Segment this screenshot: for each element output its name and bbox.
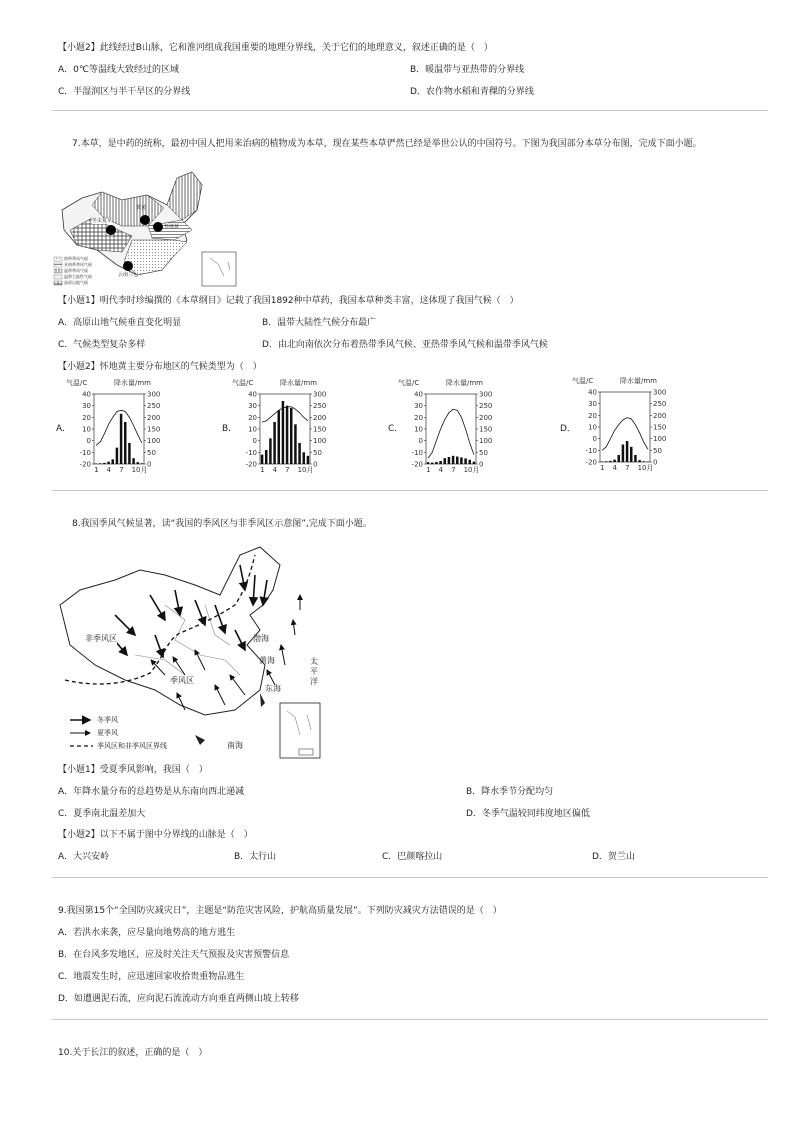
legend-summer-monsoon: 夏季风 (97, 729, 118, 737)
y-tick-label: -20 (79, 460, 91, 469)
x-tick-label: 1 (426, 466, 431, 474)
precip-bar (112, 459, 115, 464)
q8-sub1-option-a[interactable]: A．年降水量分布的总趋势是从东南向西北递减 (58, 787, 245, 797)
divider (52, 1019, 768, 1020)
q8-sub2-option-b[interactable]: B．太行山 (234, 852, 277, 862)
precip-bar (265, 450, 268, 464)
q7-sub1-option-c[interactable]: C．气候类型复杂多样 (58, 340, 146, 350)
q8-sub2-option-c[interactable]: C．巴颜喀拉山 (382, 852, 443, 862)
map-legend-item: 亚热带季风气候 (64, 262, 92, 267)
q6-option-c[interactable]: C．半湿润区与半干旱区的分界线 (58, 87, 191, 97)
y-tick-label: 20 (414, 413, 423, 422)
x-tick-label: 1 (94, 466, 99, 474)
y2-tick-label: 300 (653, 388, 667, 397)
y2-tick-label: 50 (313, 448, 322, 457)
y-tick-label: 20 (248, 413, 257, 422)
precip-bar (634, 455, 637, 462)
legend-winter-monsoon: 冬季风 (97, 716, 118, 724)
monsoon-region-map (55, 545, 335, 760)
y2-tick-label: 200 (147, 413, 161, 422)
divider (52, 877, 768, 878)
x-tick-label: 10月 (131, 466, 148, 474)
y-axis-label: 气温/C (66, 379, 88, 387)
y2-tick-label: 150 (147, 425, 161, 434)
divider (52, 110, 768, 111)
q8-subquestion-2: 【小题2】以下不属于图中分界线的山脉是（ ） (58, 830, 253, 840)
precip-bar (116, 448, 119, 464)
q6-option-b[interactable]: B．暖温带与亚热带的分界线 (410, 65, 525, 75)
precip-bar (630, 447, 633, 462)
y2-axis-label: 降水量/mm (620, 377, 657, 385)
precip-bar (473, 462, 476, 464)
divider (52, 490, 768, 491)
y-tick-label: -20 (585, 458, 597, 467)
y2-tick-label: 200 (313, 413, 327, 422)
y2-tick-label: 150 (479, 425, 493, 434)
precip-bar (103, 463, 106, 464)
y-tick-label: 0 (418, 437, 423, 446)
map-legend-item: 温带季风气候 (64, 268, 88, 273)
q8-sub1-option-c[interactable]: C．夏季南北温差加大 (58, 809, 146, 819)
precip-bar (303, 452, 306, 464)
y-tick-label: 30 (82, 402, 91, 411)
precip-bar (99, 463, 102, 464)
y-axis-label: 气温/C (398, 379, 420, 387)
map-label-huanghai: 黄海 (259, 656, 275, 665)
y-tick-label: 40 (588, 388, 597, 397)
precip-bar (622, 445, 625, 463)
y-tick-label: 10 (414, 425, 423, 434)
y2-tick-label: 0 (479, 460, 484, 469)
precip-bar (269, 438, 272, 464)
y-tick-label: 10 (248, 425, 257, 434)
y2-tick-label: 100 (653, 435, 667, 444)
precip-bar (278, 410, 281, 464)
map-label-bohai: 渤海 (253, 634, 269, 643)
herb-distribution-map (52, 170, 252, 295)
y2-tick-label: 300 (313, 390, 327, 399)
y-tick-label: 20 (82, 413, 91, 422)
plot-frame (94, 394, 144, 464)
y2-tick-label: 150 (653, 423, 667, 432)
plot-frame (426, 394, 476, 464)
y-tick-label: 30 (414, 402, 423, 411)
climate-chart-a (66, 376, 176, 476)
y2-axis-label: 降水量/mm (114, 379, 151, 387)
x-tick-label: 4 (438, 466, 444, 474)
precip-bar (431, 463, 434, 464)
precip-bar (464, 458, 467, 464)
q9-option-a[interactable]: A．若洪水来袭，应尽量向地势高的地方逃生 (58, 928, 236, 938)
y-tick-label: 30 (588, 400, 597, 409)
map-legend-item: 温带大陆性气候 (64, 274, 92, 279)
x-tick-label: 7 (285, 466, 290, 474)
precip-bar (605, 461, 608, 462)
q9-option-d[interactable]: D．如遭遇泥石流，应向泥石流流动方向垂直两侧山坡上转移 (58, 994, 299, 1004)
chart-option-d[interactable]: D． (560, 424, 576, 434)
y-tick-label: 0 (592, 435, 597, 444)
y2-tick-label: 50 (479, 448, 488, 457)
precip-bar (448, 457, 451, 464)
y-tick-label: -10 (585, 446, 597, 455)
precip-bar (132, 458, 135, 464)
legend-boundary-line: 季风区和非季风区界线 (97, 742, 167, 750)
chart-option-b[interactable]: B． (222, 424, 238, 434)
q7-subquestion-1: 【小题1】明代李时珍编撰的《本草纲目》记载了我国1892种中草药，我国本草种类丰富，这体现了我国气候（ ） (58, 296, 519, 306)
precip-bar (643, 461, 646, 462)
q7-sub1-option-b[interactable]: B．温带大陆性气候分布最广 (262, 318, 377, 328)
y-axis-label: 气温/C (572, 377, 594, 385)
precip-bar (638, 460, 641, 462)
precip-bar (439, 461, 442, 464)
y2-tick-label: 200 (479, 413, 493, 422)
q9-option-b[interactable]: B．在台风多发地区，应及时关注天气预报及灾害预警信息 (58, 950, 290, 960)
y-tick-label: -20 (411, 460, 423, 469)
chart-option-c[interactable]: C． (388, 424, 404, 434)
precip-bar (609, 461, 612, 462)
y-tick-label: 40 (414, 390, 423, 399)
q9-option-c[interactable]: C．地震发生时，应迅速回家收拾贵重物品逃生 (58, 972, 245, 982)
y2-tick-label: 50 (147, 448, 156, 457)
x-tick-label: 4 (612, 464, 618, 472)
q6-subquestion-2: 【小题2】此线经过B山脉，它和淮河组成我国重要的地理分界线，关于它们的地理意义，叙述正确的是（ ） (58, 43, 493, 53)
precip-bar (137, 462, 140, 464)
chart-option-a[interactable]: A． (56, 424, 72, 434)
y2-tick-label: 100 (313, 437, 327, 446)
q6-option-a[interactable]: A．0℃等温线大致经过的区域 (58, 65, 179, 75)
x-tick-label: 4 (272, 466, 278, 474)
x-tick-label: 4 (106, 466, 112, 474)
map-label-donghai: 东海 (265, 684, 281, 693)
precip-bar (273, 422, 276, 464)
temperature-curve (428, 409, 474, 458)
y2-axis-label: 降水量/mm (446, 379, 483, 387)
x-tick-label: 10月 (463, 466, 480, 474)
y2-tick-label: 0 (313, 460, 318, 469)
precip-bar (427, 462, 430, 464)
climate-chart-c (398, 376, 508, 476)
q8-sub1-option-b[interactable]: B．降水季节分配均匀 (466, 787, 554, 797)
map-legend-item: 热带季风气候 (64, 256, 88, 261)
q7-subquestion-2: 【小题2】怀地黄主要分布地区的气候类型为（ ） (58, 362, 262, 372)
y2-tick-label: 0 (653, 458, 658, 467)
y-tick-label: 30 (248, 402, 257, 411)
q8-sub2-option-d[interactable]: D．贺兰山 (592, 852, 635, 862)
precip-bar (469, 460, 472, 464)
climate-chart-d (572, 374, 682, 476)
y2-tick-label: 50 (653, 446, 662, 455)
q8-subquestion-1: 【小题1】受夏季风影响，我国（ ） (58, 765, 208, 775)
y2-tick-label: 250 (147, 402, 161, 411)
precip-bar (290, 408, 293, 464)
temperature-curve (262, 407, 308, 422)
precip-bar (452, 456, 455, 464)
x-tick-label: 1 (600, 464, 605, 472)
x-tick-label: 7 (451, 466, 456, 474)
x-tick-label: 7 (119, 466, 124, 474)
precip-bar (124, 422, 127, 464)
temperature-curve (602, 418, 648, 451)
precip-bar (141, 463, 144, 464)
y2-tick-label: 250 (313, 402, 327, 411)
map-legend-item: 高原山地气候 (64, 280, 88, 285)
precip-bar (444, 458, 447, 464)
y-tick-label: -20 (245, 460, 257, 469)
x-tick-label: 1 (260, 466, 265, 474)
q10-stem: 10.关于长江的叙述，正确的是（ ） (58, 1048, 208, 1058)
precip-bar (626, 441, 629, 462)
y-tick-label: 20 (588, 411, 597, 420)
x-tick-label: 10月 (297, 466, 314, 474)
q7-sub1-option-d[interactable]: D．由北向南依次分布着热带季风气候、亚热带季风气候和温带季风气候 (262, 340, 548, 350)
map-label-huaidihuang: 怀地黄 (164, 224, 180, 230)
precip-bar (618, 455, 621, 462)
y-tick-label: 10 (588, 423, 597, 432)
y-tick-label: -10 (79, 448, 91, 457)
y2-tick-label: 200 (653, 411, 667, 420)
map-label-sanqi: 云南三七 (118, 272, 139, 278)
map-label-nonmonsoon: 非季风区 (85, 634, 117, 643)
y2-tick-label: 150 (313, 425, 327, 434)
map-label-nanhai: 南海 (227, 741, 243, 750)
y2-tick-label: 0 (147, 460, 152, 469)
precip-bar (294, 424, 297, 464)
precip-bar (613, 460, 616, 462)
q9-stem: 9.我国第15个“全国防灾减灾日”，主题是“防范灾害风险，护航高质量发展”。下列防灾减灾方法错误的是（ ） (58, 906, 502, 916)
y-tick-label: 10 (82, 425, 91, 434)
precip-bar (107, 462, 110, 464)
y2-tick-label: 100 (147, 437, 161, 446)
x-tick-label: 10月 (637, 464, 654, 472)
q8-stem: 8.我国季风气候显著，读“我国的季风区与非季风区示意图”,完成下面小题。 (72, 519, 372, 529)
plot-frame (600, 392, 650, 462)
precip-bar (298, 443, 301, 464)
y-tick-label: 40 (82, 390, 91, 399)
precip-bar (261, 455, 264, 464)
y2-tick-label: 300 (147, 390, 161, 399)
precip-bar (307, 456, 310, 464)
precip-bar (282, 401, 285, 464)
map-label-monsoon: 季风区 (170, 676, 194, 685)
y2-tick-label: 100 (479, 437, 493, 446)
q7-stem: 7.本草，是中药的统称，最初中国人把用来治病的植物成为本草，现在某些本草俨然已经是举世公认的中国符号。下图为我国部分本草分布图，完成下面小题。 (72, 139, 702, 149)
y-tick-label: 0 (86, 437, 91, 446)
x-tick-label: 7 (625, 464, 630, 472)
precip-bar (286, 406, 289, 464)
precip-bar (460, 457, 463, 464)
y-tick-label: -10 (411, 448, 423, 457)
precip-bar (120, 414, 123, 464)
y2-axis-label: 降水量/mm (280, 379, 317, 387)
precip-bar (128, 443, 131, 464)
q7-sub1-option-a[interactable]: A．高原山地气候垂直变化明显 (58, 318, 182, 328)
climate-chart-b (232, 376, 342, 476)
q8-sub1-option-d[interactable]: D．冬季气温较同纬度地区偏低 (466, 809, 590, 819)
map-label-chongcao: 冬虫夏草 (92, 218, 113, 224)
precip-bar (456, 457, 459, 464)
map-label-pacific: 太平洋 (310, 657, 318, 686)
q6-option-d[interactable]: D．农作物水稻和青稞的分界线 (410, 87, 534, 97)
y2-tick-label: 250 (653, 400, 667, 409)
map-label-huangqi: 黄芪 (136, 205, 147, 211)
q8-sub2-option-a[interactable]: A．大兴安岭 (58, 852, 110, 862)
y-tick-label: 40 (248, 390, 257, 399)
y-tick-label: 0 (252, 437, 257, 446)
y2-tick-label: 300 (479, 390, 493, 399)
temperature-curve (96, 410, 142, 445)
precip-bar (435, 462, 438, 464)
y-tick-label: -10 (245, 448, 257, 457)
y2-tick-label: 250 (479, 402, 493, 411)
y-axis-label: 气温/C (232, 379, 254, 387)
